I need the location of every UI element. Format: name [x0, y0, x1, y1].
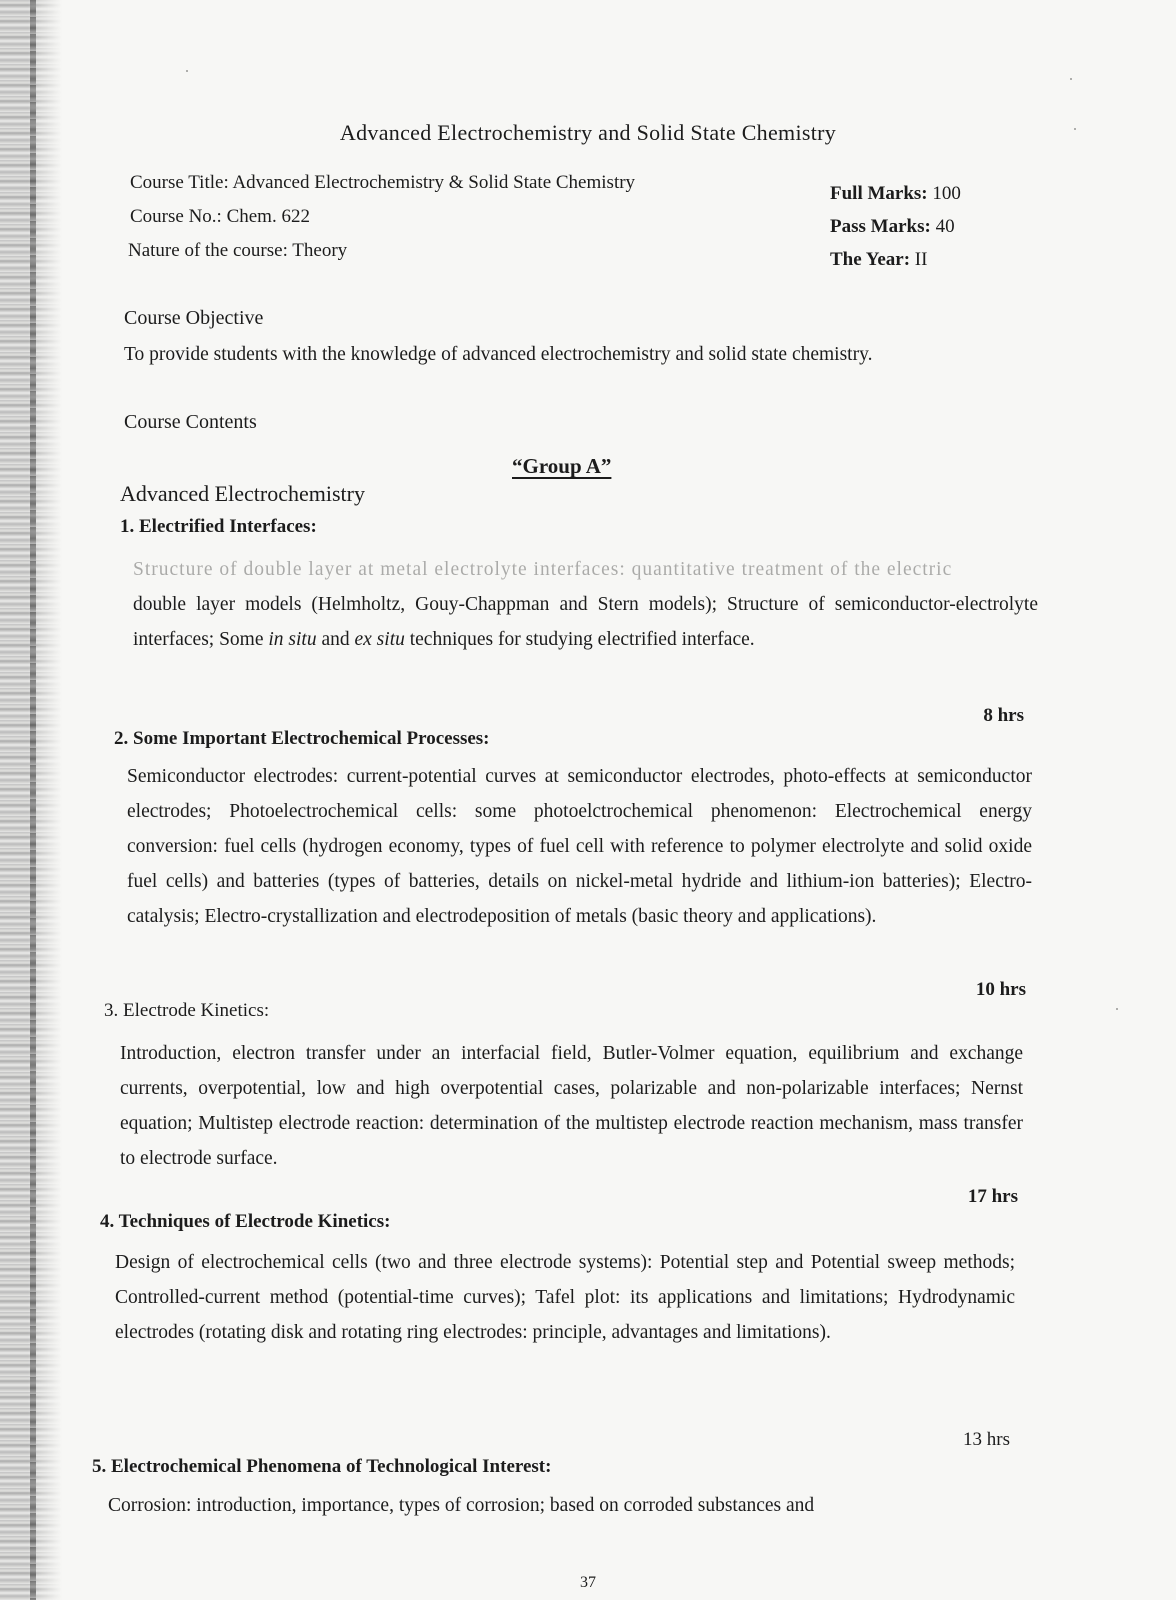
topic-4-hours: 13 hrs [963, 1429, 1010, 1450]
topic-4-heading: 4. Techniques of Electrode Kinetics: [100, 1211, 391, 1232]
course-number-row [130, 206, 310, 228]
topic-1-and: and [316, 629, 355, 650]
course-nature-row [128, 240, 347, 262]
course-number-value: Chem. 622 [226, 206, 310, 227]
full-marks-row [830, 183, 961, 205]
topic-5-body: Corrosion: introduction, importance, types of corrosion; based on corroded substances and [108, 1495, 815, 1516]
full-marks-label: Full Marks: [830, 183, 928, 204]
pass-marks-label: Pass Marks: [830, 216, 931, 237]
group-label: “Group A” [512, 454, 612, 478]
page-number: 37 [580, 1574, 596, 1591]
pass-marks-row [830, 216, 955, 238]
topic-1-hours: 8 hrs [983, 705, 1024, 726]
year-row [830, 249, 927, 271]
contents-heading: Course Contents [124, 411, 257, 433]
topic-3-body: Introduction, electron transfer under an interfacial field, Butler-Volmer equation, equilibrium and exchange currents, overpotential, low and high overpotential cases, polarizable and non-polarizable interfaces; Nernst equation; Multistep electrode reaction: determination of the multistep electrode reaction mechanism, mass transfer to electrode surface. [120, 1043, 1023, 1169]
scan-speck [1116, 1008, 1118, 1010]
topic-1-heading: 1. Electrified Interfaces: [120, 516, 317, 537]
topic-1-text-start: double layer models (Helmholtz, Gouy-Chappman and Stern models); Structure of semiconductor-electrolyte interfaces; Some [133, 594, 1038, 650]
objective-heading: Course Objective [124, 307, 264, 329]
pass-marks-value: 40 [935, 216, 955, 237]
topic-3-hours: 17 hrs [967, 1186, 1018, 1207]
year-label: The Year: [830, 249, 911, 270]
topic-2-body: Semiconductor electrodes: current-potential curves at semiconductor electrodes, photo-effects at semiconductor electrodes; Photoelectrochemical cells: some photoelctrochemical phenomenon: Electrochemical energy conversion: fuel cells (hydrogen economy, types of fuel cell with reference to polymer electrolyte and solid oxide fuel cells) and batteries (types of batteries, details on nickel-metal hydride and lithium-ion batteries); Electro-catalysis; Electro-crystallization and electrodeposition of metals (basic theory and applications). [127, 766, 1032, 927]
section-title: Advanced Electrochemistry [120, 481, 365, 506]
topic-1-body [133, 552, 1038, 657]
objective-text: To provide students with the knowledge of advanced electrochemistry and solid state chemistry. [124, 344, 873, 365]
topic-2-hours: 10 hrs [975, 979, 1026, 1000]
course-number-label: Course No.: [130, 206, 222, 227]
document-title: Advanced Electrochemistry and Solid State Chemistry [339, 120, 837, 145]
full-marks-value: 100 [932, 183, 961, 204]
course-title-value: Advanced Electrochemistry & Solid State Chemistry [232, 172, 636, 193]
topic-1-in-situ: in situ [268, 629, 317, 650]
course-nature-value: Theory [292, 240, 348, 261]
year-value: II [914, 249, 928, 270]
scan-binding-line [30, 0, 36, 1600]
course-title-label: Course Title: [130, 172, 229, 193]
topic-3-heading: 3. Electrode Kinetics: [104, 1000, 270, 1021]
scan-speck [1070, 78, 1072, 80]
course-title-row [130, 172, 635, 194]
topic-1-text-end: techniques for studying electrified interface. [404, 629, 755, 650]
topic-1-faded-line: Structure of double layer at metal electrolyte interfaces: quantitative treatment of the electric [133, 559, 953, 580]
topic-1-ex-situ: ex situ [354, 629, 405, 650]
scan-speck [186, 70, 188, 72]
topic-2-heading: 2. Some Important Electrochemical Processes: [114, 728, 490, 749]
scan-speck [1074, 128, 1076, 130]
topic-5-heading: 5. Electrochemical Phenomena of Technological Interest: [92, 1456, 552, 1477]
topic-4-body: Design of electrochemical cells (two and three electrode systems): Potential step and Potential sweep methods; Controlled-current method (potential-time curves); Tafel plot: its applications and limitations; Hydrodynamic electrodes (rotating disk and rotating ring electrodes: principle, advantages and limitations). [115, 1252, 1015, 1343]
course-nature-label: Nature of the course: [128, 240, 288, 261]
